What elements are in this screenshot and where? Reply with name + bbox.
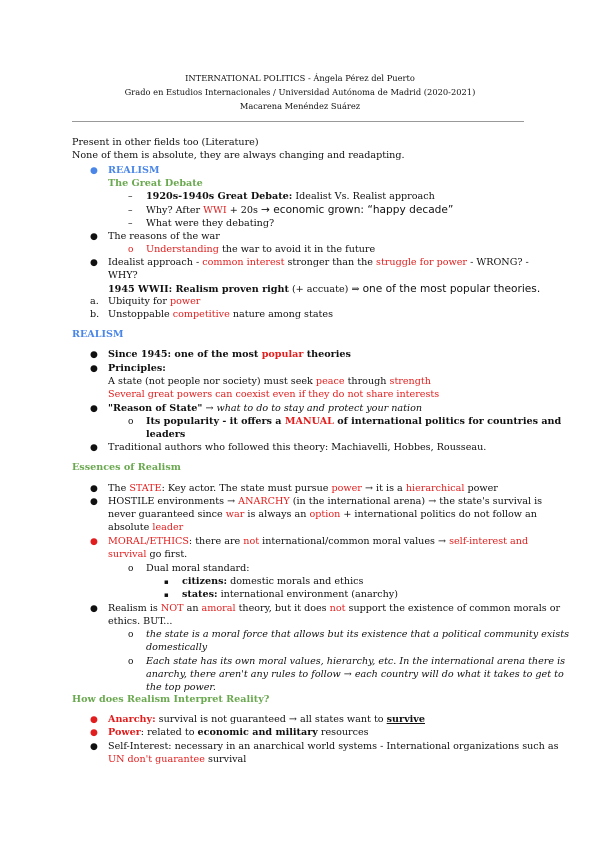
- list-item: HOSTILE environments → ANARCHY (in the international arena) → the state's survival is: [108, 496, 543, 507]
- bullet-icon: ●: [90, 484, 98, 494]
- section-heading: How does Realism Interpret Reality?: [72, 694, 270, 705]
- list-item: the top power.: [146, 682, 216, 693]
- bullet-icon: ●: [90, 742, 98, 752]
- list-item: the state is a moral force that allows but its existence that a political community exists: [146, 629, 570, 640]
- list-item: ethics. BUT...: [108, 616, 173, 627]
- bullet-icon: ●: [90, 443, 98, 453]
- list-item: Idealist approach - common interest stronger than the struggle for power - WRONG? -: [108, 257, 529, 268]
- list-item: Anarchy: survival is not guaranteed → all states want to survive: [108, 714, 425, 725]
- list-item: Since 1945: one of the most popular theories: [108, 349, 351, 360]
- square-bullet-icon: ▪: [164, 591, 169, 599]
- dash-icon: –: [128, 206, 133, 216]
- list-item: Power: related to economic and military resources: [108, 727, 369, 738]
- bullet-icon: ●: [90, 728, 98, 738]
- list-item: survival go first.: [108, 549, 188, 560]
- bullet-icon: ●: [90, 350, 98, 360]
- header-subtitle: Grado en Estudios Internacionales / Universidad Autónoma de Madrid (2020-2021): [124, 87, 476, 97]
- list-item: Several great powers can coexist even if they do not share interests: [108, 389, 440, 400]
- list-item: Why? After WWI + 20s → economic grown: “happy decade”: [146, 204, 454, 216]
- list-item: anarchy, there aren't any rules to follow → each country will do what it takes to get to: [146, 669, 564, 680]
- section-heading: REALISM: [72, 329, 124, 340]
- header-author: Macarena Menéndez Suárez: [239, 101, 361, 111]
- list-item: Understanding the war to avoid it in the future: [146, 244, 376, 255]
- list-item: Unstoppable competitive nature among states: [108, 309, 333, 320]
- dash-icon: –: [128, 219, 133, 229]
- bullet-icon: ●: [90, 404, 98, 414]
- list-item: Realism is NOT an amoral theory, but it does not support the existence of common morals or: [108, 603, 561, 614]
- list-item: Ubiquity for power: [108, 296, 201, 307]
- list-item: WHY?: [108, 270, 138, 281]
- bullet-icon: ●: [90, 715, 98, 725]
- list-item: states: international environment (anarchy): [182, 589, 398, 600]
- intro-line: Present in other fields too (Literature): [72, 137, 259, 148]
- list-item: UN don't guarantee survival: [108, 754, 247, 765]
- bullet-icon: ●: [90, 537, 98, 547]
- list-item: A state (not people nor society) must seek peace through strength: [108, 376, 431, 387]
- list-item: domestically: [146, 642, 208, 653]
- list-item: Traditional authors who followed this theory: Machiavelli, Hobbes, Rousseau.: [108, 442, 487, 453]
- list-item: "Reason of State" → what to do to stay and protect your nation: [108, 403, 423, 414]
- bullet-icon: ●: [90, 258, 98, 268]
- list-item: Each state has its own moral values, hierarchy, etc. In the international arena there is: [146, 656, 566, 667]
- list-marker: b.: [90, 309, 100, 320]
- list-item: 1920s-1940s Great Debate: Idealist Vs. Realist approach: [146, 191, 435, 202]
- circle-bullet-icon: o: [128, 417, 134, 427]
- header-title: INTERNATIONAL POLITICS - Ángela Pérez del Puerto: [185, 73, 415, 83]
- list-item: citizens: domestic morals and ethics: [182, 576, 364, 587]
- bullet-icon: ●: [90, 604, 98, 614]
- list-item: Self-Interest: necessary in an anarchical world systems - International organizations such as: [108, 741, 559, 752]
- list-item: MORAL/ETHICS: there are not international/common moral values → self-interest and: [108, 536, 529, 547]
- section-heading: Essences of Realism: [72, 462, 181, 473]
- realism-heading: REALISM: [108, 165, 160, 176]
- list-item: Dual moral standard:: [146, 563, 250, 574]
- list-item: Its popularity - it offers a MANUAL of international politics for countries and: [146, 416, 562, 427]
- circle-bullet-icon: o: [128, 657, 134, 667]
- list-marker: a.: [90, 296, 99, 307]
- circle-bullet-icon: o: [128, 630, 134, 640]
- bullet-icon: ●: [90, 166, 98, 176]
- list-item: What were they debating?: [146, 218, 275, 229]
- list-item: The reasons of the war: [108, 231, 220, 242]
- bullet-icon: ●: [90, 364, 98, 374]
- list-item: leaders: [146, 429, 186, 440]
- bullet-icon: ●: [90, 497, 98, 507]
- list-item: Principles:: [108, 363, 166, 374]
- bullet-icon: ●: [90, 232, 98, 242]
- list-item: 1945 WWII: Realism proven right (+ accuate) ⇒ one of the most popular theories.: [108, 283, 541, 295]
- list-item: never guaranteed since war is always an option + international politics do not follow an: [108, 509, 537, 520]
- circle-bullet-icon: o: [128, 564, 134, 574]
- list-item: absolute leader: [108, 522, 184, 533]
- square-bullet-icon: ▪: [164, 578, 169, 586]
- circle-bullet-icon: o: [128, 245, 134, 255]
- intro-line: None of them is absolute, they are always changing and readapting.: [72, 150, 405, 161]
- dash-icon: –: [128, 192, 133, 202]
- great-debate-heading: The Great Debate: [108, 178, 203, 189]
- list-item: The STATE: Key actor. The state must pursue power → it is a hierarchical power: [108, 483, 498, 494]
- header-divider: [72, 121, 524, 122]
